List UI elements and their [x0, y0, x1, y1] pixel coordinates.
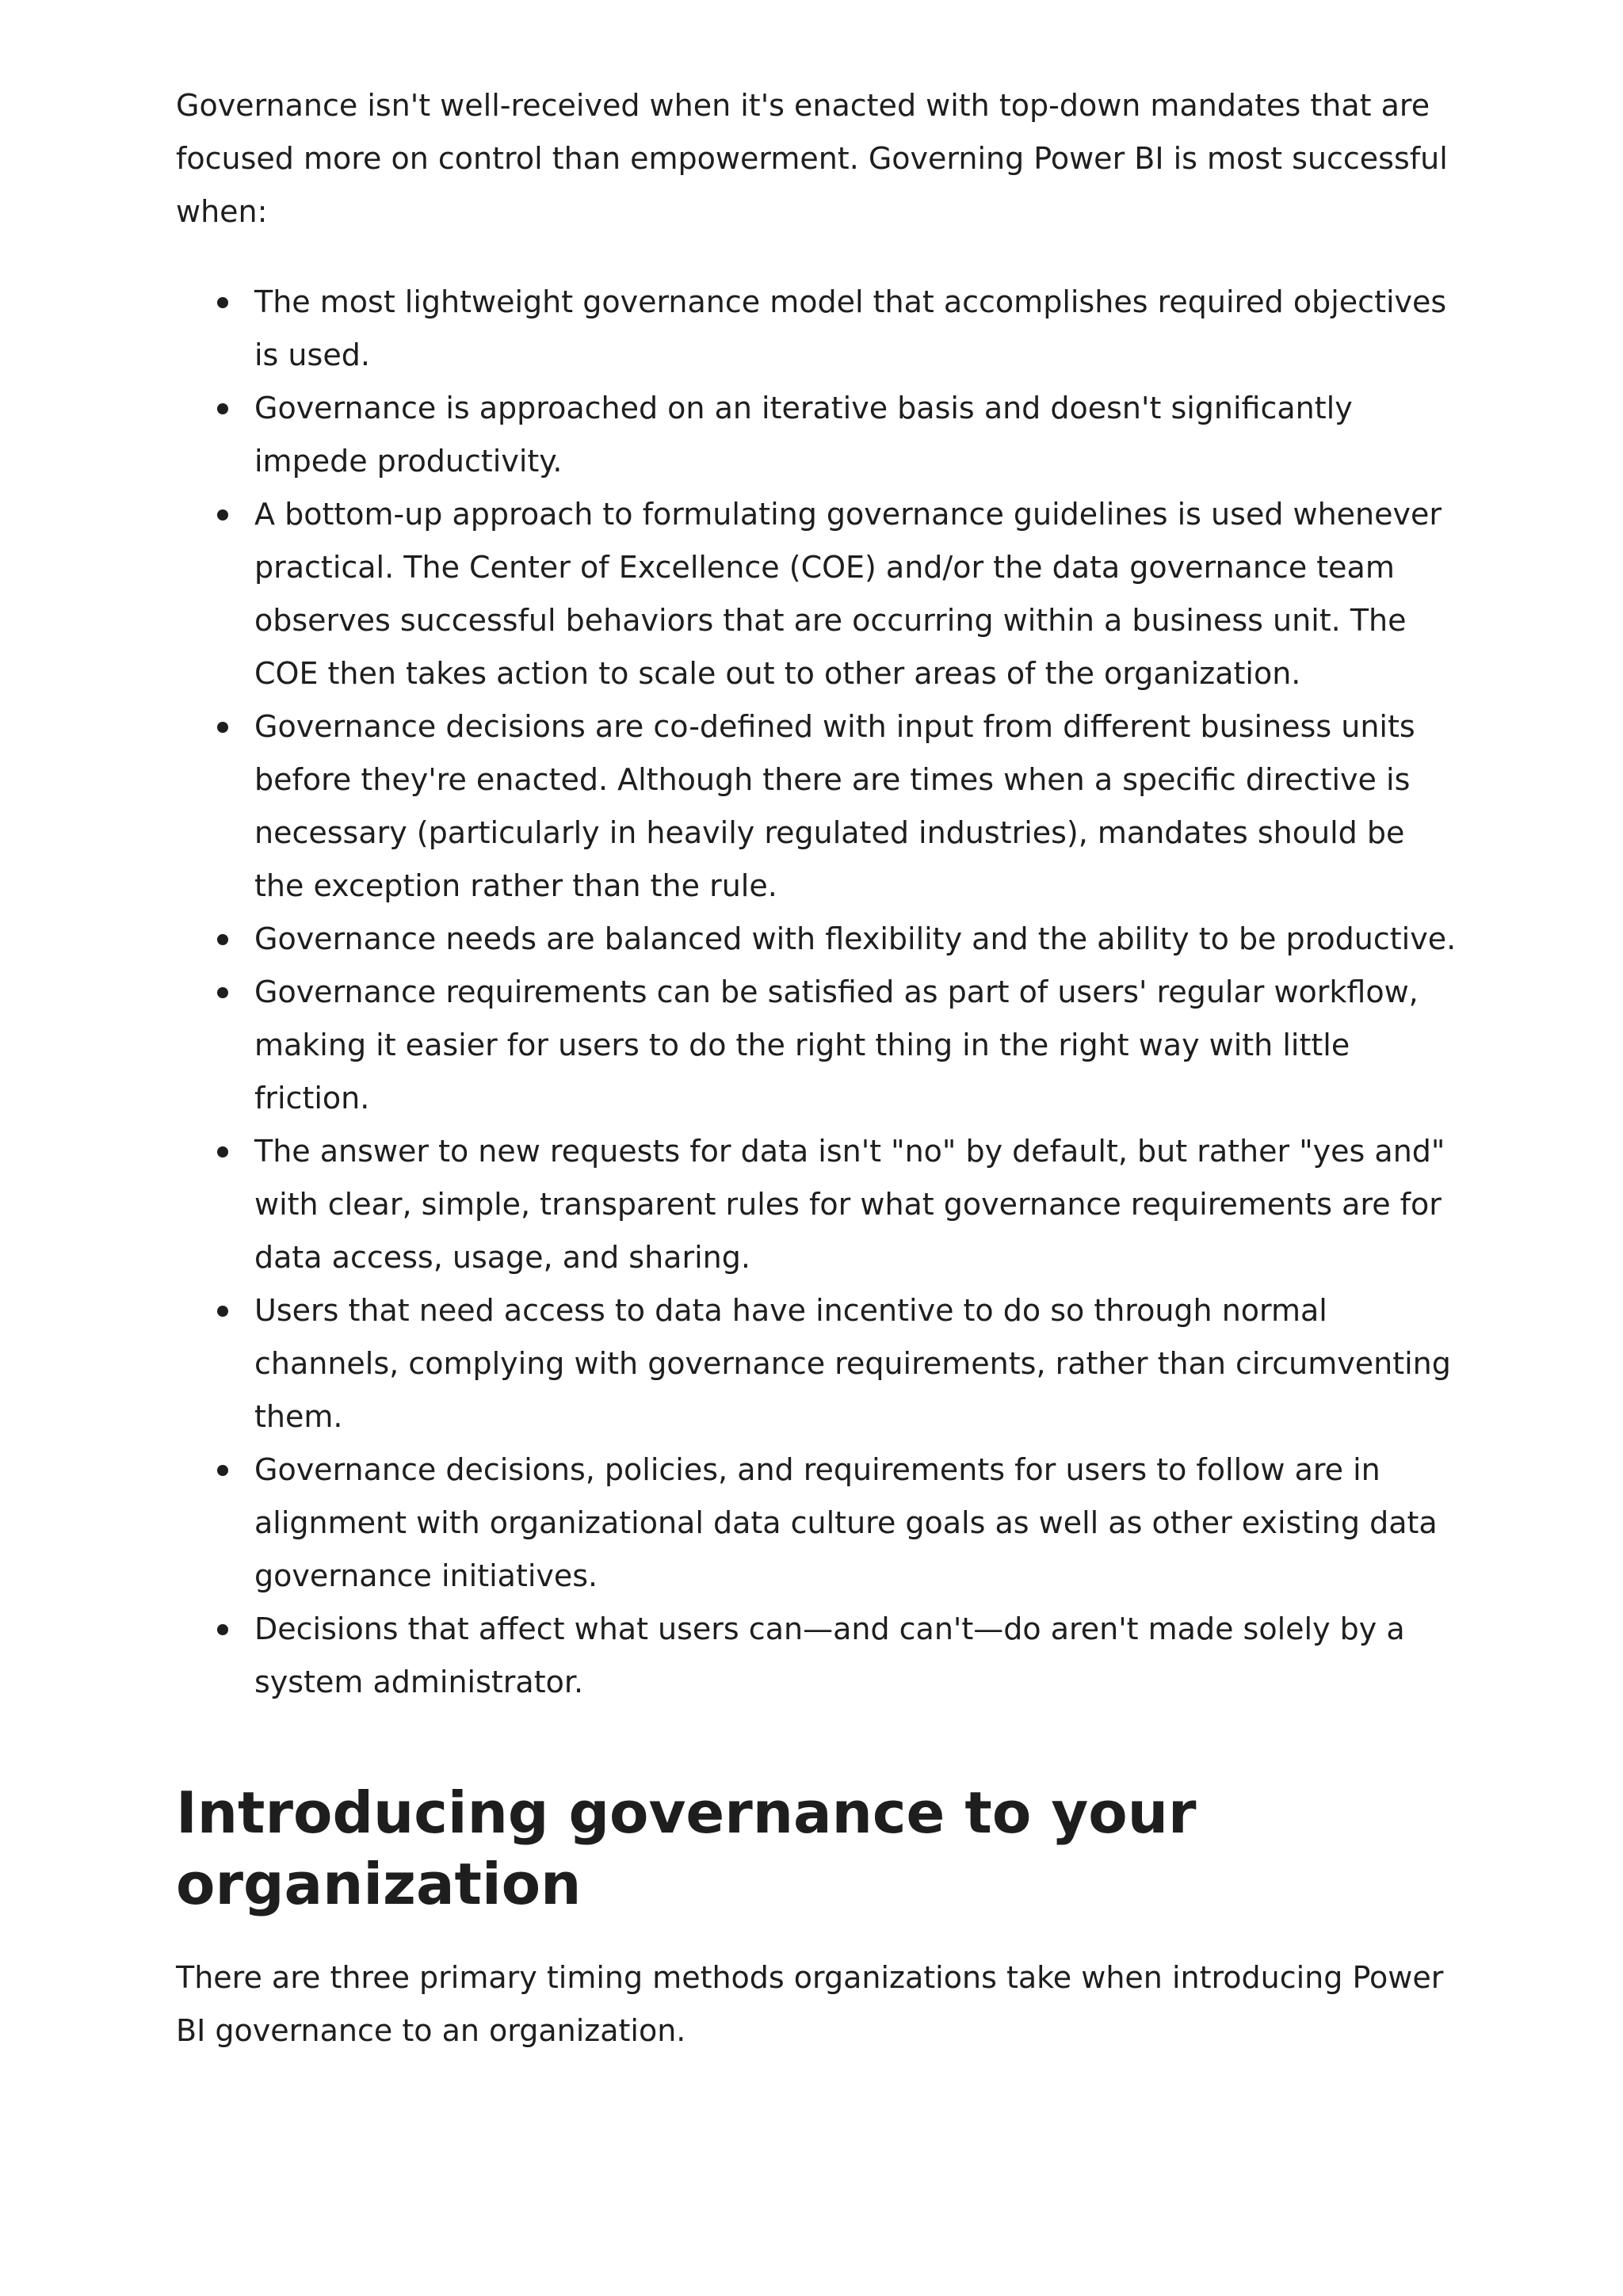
list-item — [176, 700, 1460, 913]
bullet-icon — [217, 1624, 228, 1635]
section-heading: Introducing governance to your organization — [176, 1779, 1197, 1917]
list-item-text: Users that need access to data have incentive to do so through normal channels, complying with governance requirements, rather than circumventing them. — [254, 1293, 1451, 1434]
list-item — [176, 488, 1460, 700]
bullet-icon — [217, 1146, 228, 1158]
list-item — [176, 1603, 1460, 1709]
bullet-icon — [217, 509, 228, 521]
list-item-text: The answer to new requests for data isn't "no" by default, but rather "yes and" with clear, simple, transparent rules for what governance requirements are for data access, usage, and sharing. — [254, 1134, 1445, 1275]
document-page — [176, 79, 1460, 2058]
list-item-text: Governance is approached on an iterative basis and doesn't significantly impede productivity. — [254, 391, 1353, 479]
list-item-text: Governance decisions are co-defined with input from different business units before they're enacted. Although there are times when a specific directive is necessary (particularly in heavily regulated industries), mandates should be the exception rather than the rule. — [254, 709, 1415, 903]
list-item — [176, 913, 1460, 966]
bullet-icon — [217, 1306, 228, 1317]
list-item — [176, 382, 1460, 488]
bullet-icon — [217, 297, 228, 308]
bullet-icon — [217, 1465, 228, 1476]
list-item-text: Governance decisions, policies, and requirements for users to follow are in alignment with organizational data culture goals as well as other existing data governance initiatives. — [254, 1452, 1438, 1593]
bullet-icon — [217, 987, 228, 998]
list-item — [176, 1444, 1460, 1603]
list-item-text: The most lightweight governance model that accomplishes required objectives is used. — [254, 284, 1447, 372]
list-item — [176, 1284, 1460, 1444]
bullet-icon — [217, 934, 228, 945]
list-item-text: Decisions that affect what users can—and can't—do aren't made solely by a system administrator. — [254, 1611, 1405, 1699]
list-item — [176, 276, 1460, 382]
success-criteria-list — [176, 276, 1460, 1709]
list-item — [176, 966, 1460, 1125]
bullet-icon — [217, 722, 228, 733]
list-item-text: A bottom-up approach to formulating governance guidelines is used whenever practical. The Center of Excellence (COE) and/or the data governance team observes successful behaviors that are occurring within a business unit. The COE then takes action to scale out to other areas of the organization. — [254, 497, 1442, 691]
list-item-text: Governance needs are balanced with flexibility and the ability to be productive. — [254, 921, 1457, 956]
list-item — [176, 1125, 1460, 1284]
list-item-text: Governance requirements can be satisfied as part of users' regular workflow, making it easier for users to do the right thing in the right way with little friction. — [254, 974, 1419, 1116]
section-body-paragraph: There are three primary timing methods organizations take when introducing Power BI governance to an organization. — [176, 1960, 1444, 2048]
intro-paragraph: Governance isn't well-received when it's enacted with top-down mandates that are focused more on control than empowerment. Governing Power BI is most successful when: — [176, 88, 1448, 229]
bullet-icon — [217, 403, 228, 414]
